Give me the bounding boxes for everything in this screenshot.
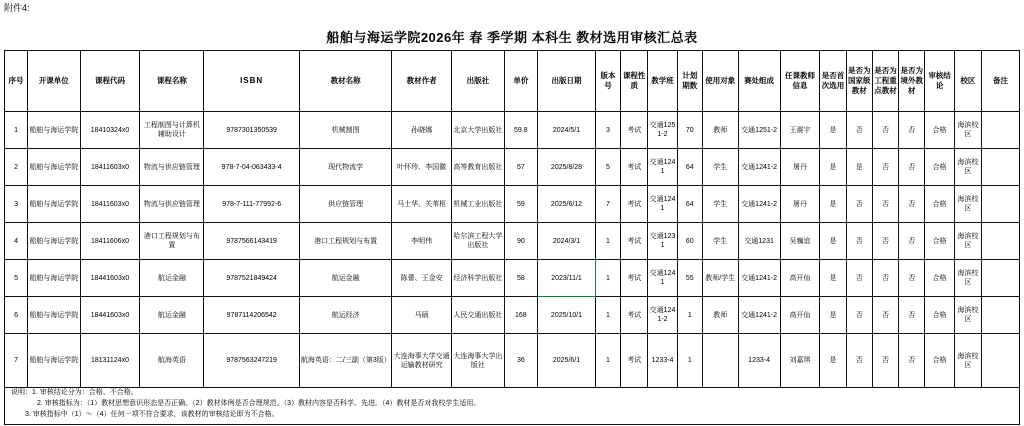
cell-author: 马硕	[392, 297, 452, 334]
col-header-code: 课程代码	[80, 51, 140, 112]
cell-key-eng: 否	[872, 223, 898, 260]
cell-remark	[982, 223, 1020, 260]
cell-group: 交通1241-2	[738, 149, 780, 186]
cell-book: 航海英语：二/三副（第3版）	[299, 334, 391, 388]
col-header-isbn: ISBN	[204, 51, 300, 112]
cell-pubdate-selected[interactable]: 2023/11/1	[538, 260, 596, 297]
col-header-no: 序号	[5, 51, 28, 112]
cell-class: 交通1241	[648, 149, 677, 186]
note-line-1: 说明：1. 审核结论分为：合格、不合格。	[11, 389, 138, 396]
col-header-target: 使用对象	[702, 51, 738, 112]
cell-class: 交通1241	[648, 260, 677, 297]
cell-pubdate: 2025/6/1	[538, 334, 596, 388]
cell-overseas: 否	[899, 297, 925, 334]
cell-campus: 海滨校区	[954, 334, 981, 388]
cell-teacher: 屠丹	[780, 186, 820, 223]
cell-code: 18411603x0	[80, 149, 140, 186]
cell-key-eng: 否	[872, 334, 898, 388]
cell-nature: 考试	[621, 186, 648, 223]
cell-price: 59	[504, 186, 538, 223]
cell-group: 交通1241-2	[738, 186, 780, 223]
cell-no: 7	[5, 334, 28, 388]
cell-group: 交通1241-2	[738, 297, 780, 334]
cell-unit: 船舶与海运学院	[28, 334, 80, 388]
cell-version: 1	[595, 297, 620, 334]
cell-price: 57	[504, 149, 538, 186]
cell-code: 18411606x0	[80, 223, 140, 260]
col-header-unit: 开课单位	[28, 51, 80, 112]
table-notes	[4, 384, 1020, 425]
cell-pubdate: 2025/10/1	[538, 297, 596, 334]
table-row	[5, 112, 1020, 149]
cell-group: 1233-4	[738, 334, 780, 388]
cell-author: 马士华、关苇枢	[392, 186, 452, 223]
cell-national: 否	[846, 334, 872, 388]
cell-price: 36	[504, 334, 538, 388]
cell-target: 教师	[702, 112, 738, 149]
cell-periods: 64	[677, 149, 702, 186]
cell-isbn: 9787566143419	[204, 223, 300, 260]
cell-periods: 70	[677, 112, 702, 149]
cell-class: 交通1241-2	[648, 297, 677, 334]
cell-periods: 55	[677, 260, 702, 297]
cell-overseas: 否	[899, 260, 925, 297]
cell-code: 18441603x0	[80, 260, 140, 297]
cell-target: 学生	[702, 186, 738, 223]
cell-national: 否	[846, 186, 872, 223]
cell-group: 交通1231	[738, 223, 780, 260]
cell-periods: 60	[677, 223, 702, 260]
col-header-periods: 计划期数	[677, 51, 702, 112]
cell-first-use: 是	[820, 297, 846, 334]
cell-campus: 海滨校区	[954, 260, 981, 297]
cell-code: 18441603x0	[80, 297, 140, 334]
cell-code: 18410324x0	[80, 112, 140, 149]
table-row	[5, 186, 1020, 223]
cell-key-eng: 否	[872, 149, 898, 186]
cell-publisher: 经济科学出版社	[452, 260, 504, 297]
cell-course: 工程制图与计算机辅助设计	[140, 112, 204, 149]
cell-target	[702, 334, 738, 388]
cell-overseas: 否	[899, 334, 925, 388]
col-header-national: 是否为国家级教材	[846, 51, 872, 112]
cell-pubdate: 2024/3/1	[538, 223, 596, 260]
cell-unit: 船舶与海运学院	[28, 223, 80, 260]
col-header-remark: 备注	[982, 51, 1020, 112]
cell-code: 18131124x0	[80, 334, 140, 388]
cell-no: 2	[5, 149, 28, 186]
cell-nature: 考试	[621, 223, 648, 260]
cell-unit: 船舶与海运学院	[28, 112, 80, 149]
cell-overseas: 否	[899, 223, 925, 260]
cell-author: 叶怀珍、李国徽	[392, 149, 452, 186]
cell-conclusion: 合格	[925, 334, 954, 388]
table-header-row	[5, 51, 1020, 112]
cell-author: 陈蕾、王金安	[392, 260, 452, 297]
table-row	[5, 223, 1020, 260]
cell-isbn: 9787301350539	[204, 112, 300, 149]
cell-nature: 考试	[621, 260, 648, 297]
cell-remark	[982, 186, 1020, 223]
cell-conclusion: 合格	[925, 260, 954, 297]
cell-course: 港口工程规划与布置	[140, 223, 204, 260]
cell-version: 5	[595, 149, 620, 186]
col-header-first-use: 是否首次选用	[820, 51, 846, 112]
cell-publisher: 大连海事大学出版社	[452, 334, 504, 388]
cell-national: 否	[846, 223, 872, 260]
cell-publisher: 哈尔滨工程大学出版社	[452, 223, 504, 260]
cell-course: 航海英语	[140, 334, 204, 388]
col-header-class: 教学班	[648, 51, 677, 112]
col-header-book: 教材名称	[299, 51, 391, 112]
cell-campus: 海滨校区	[954, 149, 981, 186]
textbook-review-table	[4, 50, 1020, 388]
cell-author: 大连海事大学交通运输教材研究	[392, 334, 452, 388]
cell-key-eng: 否	[872, 112, 898, 149]
cell-conclusion: 合格	[925, 112, 954, 149]
cell-class: 交通1251-2	[648, 112, 677, 149]
cell-course: 航运金融	[140, 260, 204, 297]
cell-version: 1	[595, 334, 620, 388]
cell-no: 4	[5, 223, 28, 260]
cell-remark	[982, 260, 1020, 297]
note-line-2: 2. 审核指标为：（1）教材思想意识形态是否正确。（2）教材体例是否合理规范。（3）教材内容是否科学、先进。（4）教材是否对我校学生适用。	[37, 400, 481, 407]
cell-target: 学生	[702, 223, 738, 260]
cell-first-use: 是	[820, 223, 846, 260]
cell-national: 是	[846, 149, 872, 186]
cell-book: 航运金融	[299, 260, 391, 297]
col-header-author: 教材作者	[392, 51, 452, 112]
col-header-campus: 校区	[954, 51, 981, 112]
cell-isbn: 978-7-111-77992-6	[204, 186, 300, 223]
cell-national: 否	[846, 112, 872, 149]
table-row	[5, 260, 1020, 297]
cell-remark	[982, 297, 1020, 334]
cell-class: 交通1241	[648, 186, 677, 223]
cell-periods: 1	[677, 297, 702, 334]
cell-course: 物流与供应链管理	[140, 149, 204, 186]
cell-code: 18411603x0	[80, 186, 140, 223]
cell-first-use: 是	[820, 186, 846, 223]
cell-no: 1	[5, 112, 28, 149]
cell-teacher: 吴巍谊	[780, 223, 820, 260]
cell-campus: 海滨校区	[954, 297, 981, 334]
cell-book: 现代物流学	[299, 149, 391, 186]
cell-course: 航运金融	[140, 297, 204, 334]
cell-teacher: 高开仙	[780, 260, 820, 297]
cell-class: 1233-4	[648, 334, 677, 388]
attachment-note: 附件4:	[4, 3, 30, 13]
cell-price: 168	[504, 297, 538, 334]
cell-national: 否	[846, 297, 872, 334]
col-header-conclusion: 审核结论	[925, 51, 954, 112]
cell-teacher: 屠丹	[780, 149, 820, 186]
col-header-teacher: 任课教师信息	[780, 51, 820, 112]
cell-group: 交通1251-2	[738, 112, 780, 149]
cell-target: 教师	[702, 297, 738, 334]
cell-first-use: 是	[820, 334, 846, 388]
cell-price: 90	[504, 223, 538, 260]
cell-isbn: 9787563247219	[204, 334, 300, 388]
cell-price: 59.8	[504, 112, 538, 149]
cell-unit: 船舶与海运学院	[28, 186, 80, 223]
cell-campus: 海滨校区	[954, 223, 981, 260]
table-row	[5, 297, 1020, 334]
cell-publisher: 机械工业出版社	[452, 186, 504, 223]
cell-key-eng: 否	[872, 260, 898, 297]
cell-target: 教师/学生	[702, 260, 738, 297]
cell-remark	[982, 149, 1020, 186]
cell-isbn: 978-7-04-063433-4	[204, 149, 300, 186]
cell-nature: 考试	[621, 149, 648, 186]
cell-teacher: 刘嘉琪	[780, 334, 820, 388]
cell-no: 3	[5, 186, 28, 223]
cell-first-use: 是	[820, 260, 846, 297]
cell-price: 58	[504, 260, 538, 297]
page-title: 船舶与海运学院2026年 春 季学期 本科生 教材选用审核汇总表	[326, 30, 698, 45]
cell-overseas: 否	[899, 112, 925, 149]
col-header-version: 版本号	[595, 51, 620, 112]
col-header-publisher: 出版社	[452, 51, 504, 112]
cell-author: 李明伟	[392, 223, 452, 260]
cell-unit: 船舶与海运学院	[28, 297, 80, 334]
cell-conclusion: 合格	[925, 186, 954, 223]
cell-version: 3	[595, 112, 620, 149]
cell-key-eng: 否	[872, 186, 898, 223]
cell-no: 5	[5, 260, 28, 297]
cell-nature: 考试	[621, 112, 648, 149]
cell-national: 否	[846, 260, 872, 297]
col-header-overseas: 是否为境外教材	[899, 51, 925, 112]
cell-course: 物流与供应链管理	[140, 186, 204, 223]
cell-overseas: 否	[899, 186, 925, 223]
cell-remark	[982, 334, 1020, 388]
cell-publisher: 高等教育出版社	[452, 149, 504, 186]
cell-conclusion: 合格	[925, 149, 954, 186]
table-row	[5, 149, 1020, 186]
cell-no: 6	[5, 297, 28, 334]
cell-pubdate: 2025/6/12	[538, 186, 596, 223]
cell-isbn: 9787114206542	[204, 297, 300, 334]
col-header-price: 单价	[504, 51, 538, 112]
cell-first-use: 是	[820, 112, 846, 149]
cell-group: 交通1241-2	[738, 260, 780, 297]
cell-overseas: 否	[899, 149, 925, 186]
cell-book: 供应链管理	[299, 186, 391, 223]
cell-author: 孙晓娜	[392, 112, 452, 149]
note-line-3: 3. 审核指标中（1）～（4）任何一项不符合要求，该教材的审核结论即为不合格。	[25, 411, 279, 418]
cell-book: 港口工程规划与布置	[299, 223, 391, 260]
cell-conclusion: 合格	[925, 297, 954, 334]
cell-book: 航运经济	[299, 297, 391, 334]
cell-pubdate: 2024/5/1	[538, 112, 596, 149]
cell-teacher: 王震宇	[780, 112, 820, 149]
col-header-course: 课程名称	[140, 51, 204, 112]
cell-version: 1	[595, 223, 620, 260]
cell-periods: 64	[677, 186, 702, 223]
cell-key-eng: 否	[872, 297, 898, 334]
cell-target: 学生	[702, 149, 738, 186]
cell-campus: 海滨校区	[954, 186, 981, 223]
cell-version: 1	[595, 260, 620, 297]
table-row	[5, 334, 1020, 388]
cell-publisher: 北京大学出版社	[452, 112, 504, 149]
col-header-key-eng: 是否为工程重点教材	[872, 51, 898, 112]
col-header-pubdate: 出版日期	[538, 51, 596, 112]
cell-campus: 海滨校区	[954, 112, 981, 149]
cell-unit: 船舶与海运学院	[28, 260, 80, 297]
cell-version: 7	[595, 186, 620, 223]
cell-nature: 考试	[621, 297, 648, 334]
cell-nature: 考试	[621, 334, 648, 388]
cell-class: 交通1231	[648, 223, 677, 260]
cell-first-use: 是	[820, 149, 846, 186]
col-header-group: 赛处组成	[738, 51, 780, 112]
cell-book: 机械制图	[299, 112, 391, 149]
cell-pubdate: 2025/8/28	[538, 149, 596, 186]
col-header-nature: 课程性质	[621, 51, 648, 112]
cell-periods: 1	[677, 334, 702, 388]
cell-isbn: 9787521849424	[204, 260, 300, 297]
cell-remark	[982, 112, 1020, 149]
cell-teacher: 高开仙	[780, 297, 820, 334]
cell-conclusion: 合格	[925, 223, 954, 260]
cell-publisher: 人民交通出版社	[452, 297, 504, 334]
cell-unit: 船舶与海运学院	[28, 149, 80, 186]
